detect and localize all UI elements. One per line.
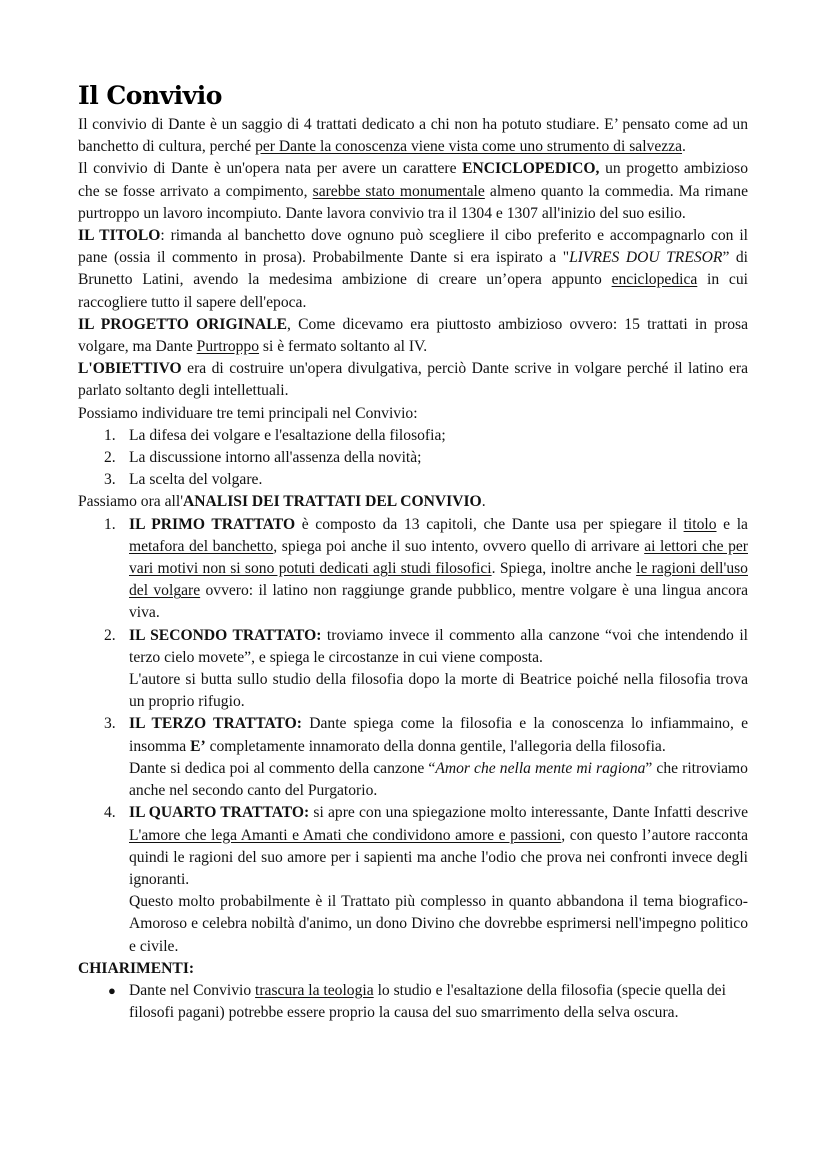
text-run: , con questo l’autore racconta quindi le ragioni del suo amore per i sapienti ma anche l'odio che prova nei confronti invece degli ignoranti.	[129, 826, 748, 888]
text-run: in cui raccogliere tutto il sapere dell'epoca.	[78, 271, 748, 311]
text-run: .	[682, 138, 686, 156]
chiarimenti-heading: CHIARIMENTI:	[78, 959, 195, 977]
chiarimenti-list	[78, 980, 748, 1024]
bold-text: E’	[190, 737, 206, 755]
trattati-list	[78, 514, 748, 958]
trattato-paragraph	[129, 669, 748, 713]
text-run: ” che ritroviamo anche nel secondo canto del Purgatorio.	[129, 759, 748, 800]
text-run: ovvero: il latino non raggiunge grande pubblico, mentre volgare è una lingua ancora viva.	[129, 582, 748, 622]
list-number: 2.	[104, 449, 116, 467]
text-run: Dante spiega come la filosofia e la conoscenza lo infiammaino, e insomma	[129, 715, 748, 755]
trattato-paragraph	[129, 713, 748, 757]
underlined-text: titolo	[683, 515, 717, 533]
list-number: 4.	[104, 804, 116, 822]
text-run: almeno quanto la commedia. Ma rimane purtroppo un lavoro incompiuto. Dante lavora convivio tra il 1304 e 1307 all'inizio del suo esilio.	[78, 182, 748, 222]
bold-text: L'OBIETTIVO	[78, 360, 182, 378]
themes-intro: Possiamo individuare tre temi principali nel Convivio:	[78, 404, 418, 422]
bold-text: IL PRIMO TRATTATO	[129, 515, 296, 533]
trattato-paragraph	[129, 758, 748, 802]
list-item	[78, 469, 748, 491]
list-item-text	[129, 982, 726, 1021]
list-item	[78, 425, 748, 447]
text-run: si è fermato soltanto al IV.	[259, 338, 428, 356]
text-run: ” di Brunetto Latini, avendo la medesima ambizione di creare un’opera appunto	[78, 249, 748, 289]
text-run: è composto da 13 capitoli, che Dante usa per spiegare il	[295, 515, 684, 533]
underlined-text: Purtroppo	[196, 338, 260, 356]
text-run: un progetto ambizioso che se fosse arrivato a compimento,	[78, 160, 748, 200]
underlined-text: trascura la teologia	[255, 981, 374, 999]
bold-text: IL SECONDO TRATTATO:	[129, 626, 322, 644]
text-run: , spiega poi anche il suo intento, ovvero quello di arrivare	[273, 537, 645, 555]
text-run: L'autore si butta sullo studio della filosofia dopo la morte di Beatrice poiché nella filosofia trova un proprio rifugio.	[129, 671, 748, 711]
list-item	[78, 447, 748, 469]
trattato-item-1	[78, 514, 748, 625]
underlined-text: metafora del banchetto	[129, 537, 274, 555]
list-item	[78, 980, 748, 1024]
trattato-item-3	[78, 713, 748, 802]
text-run: lo studio e l'esaltazione della filosofia (specie quella dei filosofi pagani) potrebbe essere proprio la causa del suo smarrimento della selva oscura.	[129, 981, 726, 1022]
list-number: 1.	[104, 515, 116, 533]
list-item-text: La scelta del volgare.	[129, 471, 263, 489]
obiettivo-paragraph	[78, 358, 748, 402]
underlined-text: sarebbe stato monumentale	[312, 182, 485, 200]
italic-text: Amor che nella mente mi ragiona	[435, 759, 646, 777]
text-run: e la	[716, 515, 748, 533]
bold-text: ENCICLOPEDICO,	[462, 160, 600, 178]
themes-list	[78, 425, 748, 492]
titolo-paragraph	[78, 225, 748, 314]
list-item-text: La difesa dei volgare e l'esaltazione della filosofia;	[129, 426, 446, 444]
text-run: .	[481, 493, 486, 511]
trattato-paragraph	[129, 514, 748, 625]
underlined-text: L'amore che lega Amanti e Amati che condividono amore e passioni	[129, 826, 562, 844]
trattato-item-4	[78, 802, 748, 957]
text-run: completamente innamorato della donna gentile, l'allegoria della filosofia.	[205, 737, 666, 755]
italic-text: LIVRES DOU TRESOR	[569, 249, 723, 267]
progetto-paragraph	[78, 314, 748, 358]
underlined-text: per Dante la conoscenza viene vista come uno strumento di salvezza	[255, 138, 683, 156]
encyclopedic-paragraph	[78, 158, 748, 225]
text-run: : rimanda al banchetto dove ognuno può scegliere il cibo preferito e accompagnarlo con il pane (ossia il commento in prosa). Probabilmente Dante si era ispirato a "	[78, 227, 748, 267]
underlined-text: ai lettori che per vari motivi non si sono potuti dedicati agli studi filosofici	[129, 537, 748, 578]
text-run: troviamo invece il commento alla canzone “voi che intendendo il terzo cielo movete”, e spiega le circostanze in cui viene composta.	[129, 626, 748, 666]
bold-text: ANALISI DEI TRATTATI DEL CONVIVIO	[183, 493, 482, 511]
text-run: Dante nel Convivio	[129, 981, 256, 999]
text-run: si apre con una spiegazione molto interessante, Dante Infatti descrive	[309, 804, 749, 822]
text-run: , Come dicevamo era piuttosto ambizioso ovvero: 15 trattati in prosa volgare, ma Dante	[78, 315, 749, 356]
bullet-icon: ●	[108, 982, 116, 998]
text-run: Il convivio di Dante è un saggio di 4 trattati dedicato a chi non ha potuto studiare. E’ pensato come ad un banchetto di cultura, perché	[78, 116, 748, 156]
trattato-paragraph	[129, 625, 748, 669]
list-number: 3.	[104, 715, 116, 733]
list-number: 1.	[104, 426, 116, 444]
text-run: Passiamo ora all'	[78, 493, 184, 511]
trattato-paragraph	[129, 891, 748, 958]
text-run: . Spiega, inoltre anche	[491, 560, 637, 578]
document-title: Il Convivio	[78, 81, 222, 110]
trattato-paragraph	[129, 802, 748, 891]
underlined-text: le ragioni dell'uso del volgare	[129, 560, 748, 600]
bold-text: IL TITOLO	[78, 227, 161, 245]
text-run: Dante si dedica poi al commento della canzone “	[129, 759, 436, 777]
bold-text: IL PROGETTO ORIGINALE	[78, 315, 288, 333]
trattato-item-2	[78, 625, 748, 714]
underlined-text: enciclopedica	[611, 271, 698, 289]
list-number: 3.	[104, 471, 116, 489]
analysis-intro	[78, 491, 748, 513]
list-item-text: La discussione intorno all'assenza della novità;	[129, 449, 422, 467]
intro-paragraph	[78, 114, 748, 158]
bold-text: IL TERZO TRATTATO:	[129, 715, 303, 733]
document-page	[78, 80, 748, 1024]
bold-text: IL QUARTO TRATTATO:	[129, 804, 310, 822]
text-run: Il convivio di Dante è un'opera nata per avere un carattere	[78, 160, 463, 178]
text-run: era di costruire un'opera divulgativa, perciò Dante scrive in volgare perché il latino era parlato soltanto degli intellettuali.	[78, 360, 748, 400]
list-number: 2.	[104, 626, 116, 644]
text-run: Questo molto probabilmente è il Trattato più complesso in quanto abbandona il tema biografico-Amoroso e celebra nobiltà d'animo, un dono Divino che dovrebbe esprimersi nell'impegno politico e civile.	[129, 893, 748, 955]
